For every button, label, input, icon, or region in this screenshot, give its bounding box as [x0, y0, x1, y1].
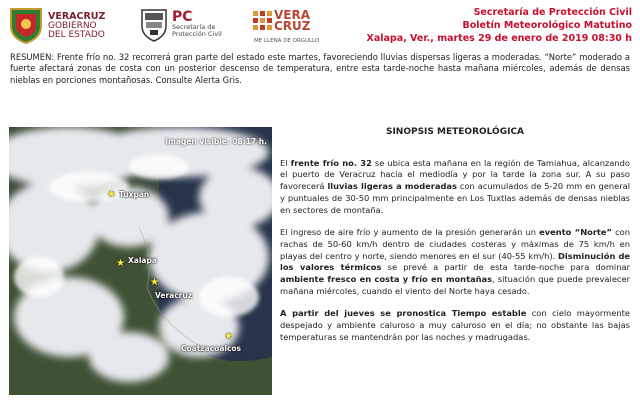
pc-logo-line1: Secretaría de	[172, 23, 216, 31]
agency-title: Secretaría de Protección Civil	[473, 7, 632, 18]
sinopsis-section	[280, 127, 630, 355]
sinopsis-paragraph-1: El frente frío no. 32 se ubica esta mañana en la región de Tamiahua, alcanzando el puerto de Veracruz hacia el mediodía y por la tarde la zona sur. A su paso favorecerá lluvias ligeras a moderadas con acumulados de 5-20 mm en general y puntuales de 30-50 mm principalmente en Los Tuxtlas además de densas nieblas en sectores de montaña.	[280, 157, 631, 215]
pattern-icon	[252, 10, 274, 38]
vc-logo-slogan: ME LLENA DE ORGULLO	[254, 38, 320, 44]
pc-logo-line2: Protección Civil	[172, 30, 222, 38]
resumen-text: RESUMEN: Frente frío no. 32 recorrerá gran parte del estado este martes, favoreciendo lluvias dispersas ligeras a moderadas. “Norte” moderado a fuerte afectará zonas de costa con un posterior descenso de temperatura, entre esta tarde-noche hasta mañana miércoles, además de densas nieblas en porciones montañosas. Consulte Alerta Gris.	[10, 52, 630, 85]
satellite-image	[9, 127, 272, 395]
image-caption: Imagen visible. 08:17 h.	[165, 137, 267, 146]
sinopsis-title: SINOPSIS METEOROLÓGICA	[385, 127, 525, 137]
sinopsis-paragraph-2: El ingreso de aire frío y aumento de la presión generarán un evento “Norte” con rachas de 50-60 km/h dentro de ciudades costeras y máximas de 75 km/h en playas del centro y norte, siendo menores en el sur (40-55 km/h). Disminución de los valores térmicos se prevé a partir de esta tarde-noche para dominar ambiente fresco en costa y frío en montañas, situación que puede prevalecer mañana miércoles, cuando el viento del Norte haya cesado.	[280, 227, 631, 296]
sinopsis-paragraph-3: A partir del jueves se pronostica Tiempo estable con cielo mayormente despejado y ambiente caluroso a muy caluroso en el día; no obstante las bajas temperaturas se mantendrán por las noches y madrugadas.	[280, 308, 630, 342]
bulletin-title: Boletín Meteorológico Matutino	[462, 20, 632, 31]
city-label-veracruz: Veracruz	[155, 291, 193, 300]
city-label-coatzacoalcos: Coatzacoalcos	[181, 344, 242, 353]
veracruz-logo-line3: DEL ESTADO	[48, 30, 105, 40]
veracruz-logo-line2: GOBIERNO	[48, 20, 97, 31]
veracruz-logo-line1: VERACRUZ	[48, 11, 106, 22]
bulletin-date: Xalapa, Ver., martes 29 de enero de 2019 08:30 h	[366, 33, 632, 44]
vc-logo-line1: VERA	[274, 8, 311, 22]
vc-logo-line2: CRUZ	[274, 19, 311, 33]
city-label-tuxpan: Tuxpan	[119, 190, 150, 199]
veracruz-government-logo	[8, 6, 128, 46]
veracruz-orgullo-logo	[252, 8, 332, 48]
veracruz-shield-icon	[8, 6, 44, 44]
city-label-xalapa: Xalapa	[128, 256, 157, 265]
header	[0, 0, 640, 50]
pc-logo-initials: PC	[172, 9, 193, 25]
city-marker-icon: ★	[116, 258, 125, 269]
city-marker-icon: ★	[107, 189, 116, 200]
city-marker-icon: ★	[224, 331, 233, 342]
city-marker-icon: ★	[150, 277, 159, 288]
bulletin-title-block	[367, 6, 632, 45]
pc-shield-icon	[140, 8, 168, 42]
proteccion-civil-logo	[140, 8, 240, 44]
